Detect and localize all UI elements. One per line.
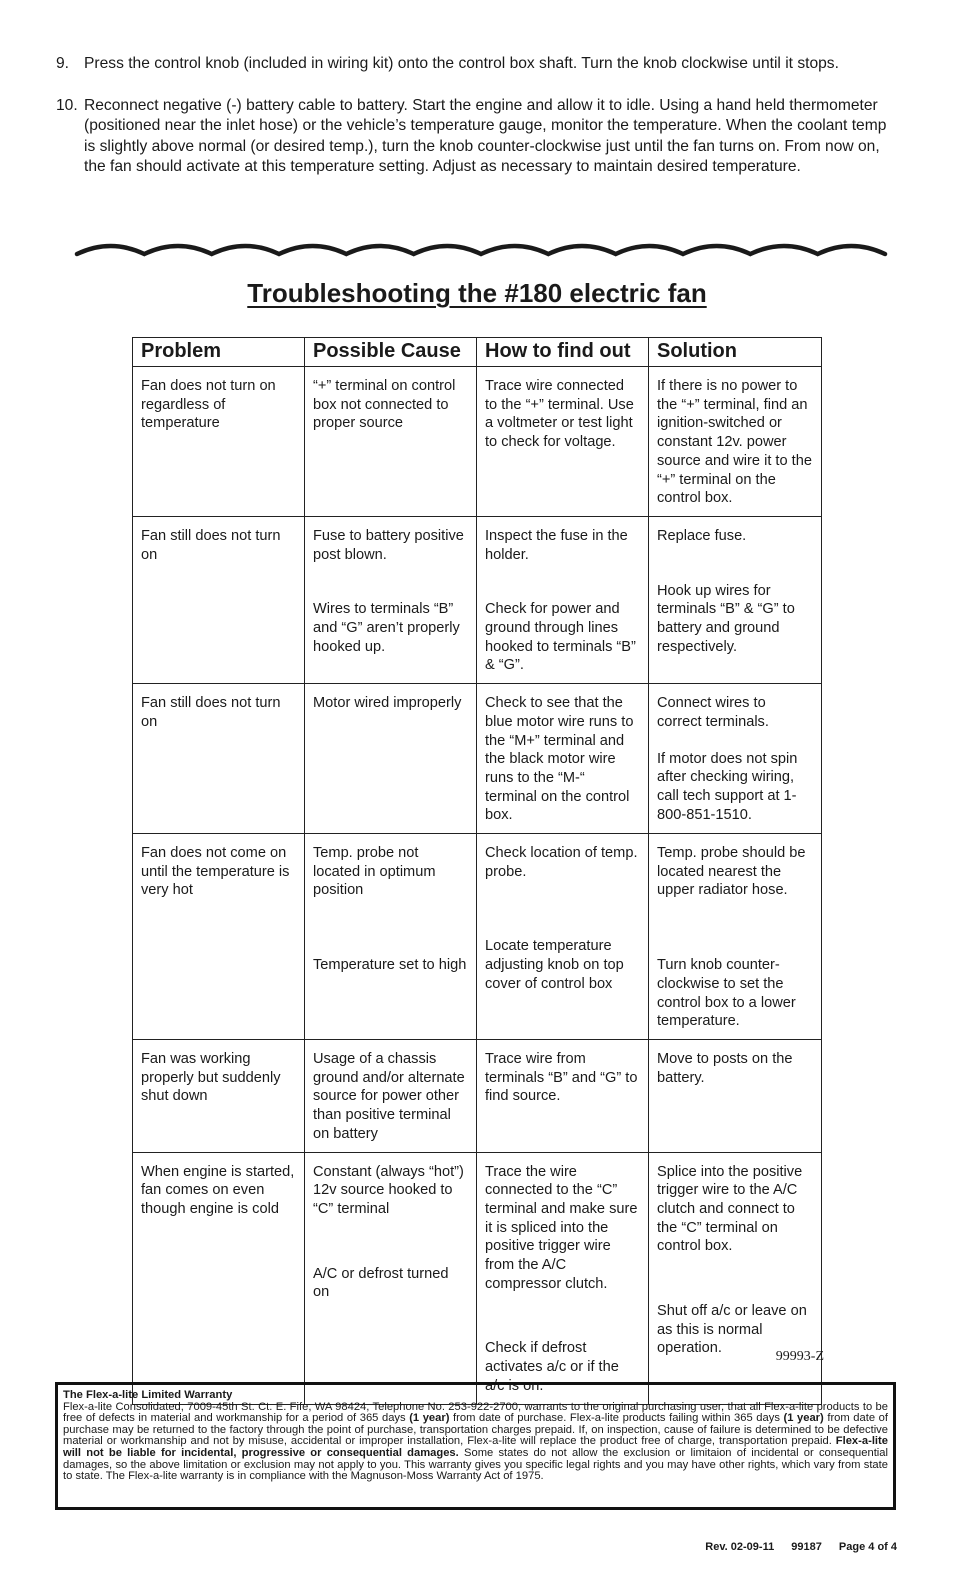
document-code: 99993-Z [775, 1349, 824, 1364]
warranty-text [63, 1402, 888, 1483]
table-row [133, 1152, 822, 1404]
step-number: 10. [56, 96, 78, 114]
warranty-bold-term: (1 year) [783, 1412, 824, 1425]
cell-paragraph: Constant (always “hot”) 12v source hooked to “C” terminal [313, 1163, 464, 1217]
cell-paragraph: Inspect the fuse in the holder. [485, 527, 628, 563]
cause-cell [305, 1039, 477, 1152]
solution-cell [649, 367, 822, 517]
cell-paragraph: Fuse to battery positive post blown. [313, 527, 464, 563]
cause-cell [305, 684, 477, 834]
step-number: 9. [56, 55, 70, 72]
find-out-cell [477, 1152, 649, 1404]
cell-paragraph: If there is no power to the “+” terminal, find an ignition-switched or constant 12v. power source and wire it to the “+” terminal on the control box. [657, 378, 812, 507]
problem-cell [133, 516, 305, 683]
column-header-solution: Solution [649, 338, 822, 367]
problem-cell [133, 367, 305, 517]
cell-paragraph: Fan was working properly but suddenly shut down [141, 1050, 281, 1105]
table-row [133, 1039, 822, 1152]
table-row [133, 516, 822, 683]
cell-paragraph: Check if defrost activates a/c or if the a/c is on. [485, 1340, 619, 1394]
cell-paragraph: Check location of temp. probe. [485, 845, 638, 880]
warranty-bold-term: (1 year) [409, 1412, 450, 1425]
solution-cell [649, 834, 822, 1040]
cell-paragraph: Temperature set to high [313, 957, 467, 974]
table-row [133, 367, 822, 517]
table-row [133, 684, 822, 834]
cell-paragraph: Temp. probe not located in optimum position [313, 845, 436, 899]
cell-paragraph: Move to posts on the battery. [657, 1050, 793, 1086]
warranty-title: The Flex-a-lite Limited Warranty [63, 1389, 233, 1401]
column-header-possible-cause: Possible Cause [305, 338, 477, 367]
cell-paragraph: Temp. probe should be located nearest the upper radiator hose. [657, 845, 806, 899]
problem-cell [133, 1152, 305, 1404]
instruction-steps [56, 54, 896, 199]
column-header-problem: Problem [133, 338, 305, 367]
cell-paragraph: Fan still does not turn on [141, 527, 281, 563]
find-out-cell [477, 684, 649, 834]
find-out-cell [477, 367, 649, 517]
step-9 [56, 54, 896, 75]
cell-paragraph: Motor wired improperly [313, 695, 462, 712]
cell-paragraph: “+” terminal on control box not connected to proper source [313, 378, 456, 432]
warranty-text-part: from date of purchase may be returned to the factory through the point of purchase, transportation charges prepaid. If, on inspection, cause of failure is determined to be defective material or workmanship and not by misuse, accidental or improper installation, Flex-a-lite will replace the product free of charge, transportation prepaid. [63, 1412, 888, 1448]
cell-paragraph: Check for power and ground through lines hooked to terminals “B” & “G”. [485, 601, 636, 674]
warranty-liability-notice: Flex-a-lite will not be liable for incidental, progressive or consequential damages. [63, 1435, 888, 1459]
cell-paragraph: When engine is started, fan comes on even though engine is cold [141, 1163, 295, 1217]
solution-cell [649, 516, 822, 683]
cell-paragraph: Wires to terminals “B” and “G” aren’t properly hooked up. [313, 601, 460, 655]
wavy-divider [74, 236, 888, 268]
cell-paragraph: Trace wire connected to the “+” terminal. Use a voltmeter or test light to check for voltage. [485, 378, 634, 451]
cell-paragraph: Turn knob counter-clockwise to set the control box to a lower temperature. [657, 957, 796, 1030]
cause-cell [305, 367, 477, 517]
cause-cell [305, 1152, 477, 1404]
page-title: Troubleshooting the #180 electric fan [247, 278, 707, 308]
warranty-text-part: from date of purchase. Flex-a-lite products failing within 365 days [449, 1412, 784, 1425]
find-out-cell [477, 516, 649, 683]
cell-paragraph: Replace fuse. [657, 527, 747, 544]
cell-paragraph: Check to see that the blue motor wire runs to the “M+” terminal and the black motor wire runs to the “M-“ terminal on the control box. [485, 695, 634, 824]
find-out-cell [477, 834, 649, 1040]
part-number: 99187 [791, 1541, 822, 1553]
solution-cell [649, 1152, 822, 1404]
problem-cell [133, 834, 305, 1040]
solution-cell [649, 684, 822, 834]
cell-paragraph: Connect wires to correct terminals. [657, 695, 769, 730]
step-text: Press the control knob (included in wiring kit) onto the control box shaft. Turn the knob clockwise until it stops. [84, 55, 839, 72]
revision-date: Rev. 02-09-11 [705, 1541, 775, 1553]
cell-paragraph: Fan does not come on until the temperature is very hot [141, 845, 290, 899]
step-10 [56, 96, 896, 178]
cell-paragraph: If motor does not spin after checking wiring, call tech support at 1-800-851-1510. [657, 750, 798, 823]
cause-cell [305, 516, 477, 683]
cell-paragraph: Trace wire from terminals “B” and “G” to find source. [485, 1050, 638, 1105]
cell-paragraph: Splice into the positive trigger wire to the A/C clutch and connect to the “C” terminal on control box. [657, 1163, 803, 1255]
warranty-text-part: Some states do not allow the exclusion or limitaion of incidental or consequential damages, so the above limitation or exclusion may not apply to you. This warranty gives you specific legal rights and you may have other rights, which vary from state to state. The Flex-a-lite warranty is in compliance with the Magnuson-Moss Warranty Act of 1975. [63, 1446, 889, 1483]
table-row [133, 834, 822, 1040]
cell-paragraph: A/C or defrost turned on [313, 1265, 449, 1301]
cell-paragraph: Shut off a/c or leave on as this is normal operation. [657, 1303, 807, 1357]
problem-cell [133, 684, 305, 834]
cell-paragraph: Fan does not turn on regardless of temperature [141, 378, 276, 432]
warranty-text-part: Flex-a-lite Consolidated, 7009-45th St. Ct. E. Fife, WA 98424, Telephone No. 253-922-2700, warrants to the original purchasing user, that all Flex-a-lite products to be free of defects in material and workmanship for a period of 365 days [63, 1400, 888, 1425]
step-text: Reconnect negative (-) battery cable to battery. Start the engine and allow it to idle. Using a hand held thermometer (positioned near the inlet hose) or the vehicle’s temperature gauge, monitor the temperature. When the coolant temp is slightly above normal (or desired temp.), turn the knob counter-clockwise just until the fan turns on. From now on, the fan should activate at this temperature setting. Adjust as necessary to maintain desired temperature. [84, 96, 887, 175]
page-number: Page 4 of 4 [838, 1541, 897, 1553]
problem-cell [133, 1039, 305, 1152]
warranty-box [55, 1382, 896, 1510]
cause-cell [305, 834, 477, 1040]
cell-paragraph: Locate temperature adjusting knob on top cover of control box [485, 938, 624, 992]
cell-paragraph: Hook up wires for terminals “B” & “G” to battery and ground respectively. [657, 582, 795, 655]
page-footer [691, 1541, 897, 1553]
cell-paragraph: Trace the wire connected to the “C” terminal and make sure it is spliced into the positive trigger wire from the A/C compressor clutch. [485, 1163, 638, 1292]
find-out-cell [477, 1039, 649, 1152]
solution-cell [649, 1039, 822, 1152]
troubleshooting-table [132, 337, 822, 1405]
table-header-row [133, 338, 822, 367]
cell-paragraph: Usage of a chassis ground and/or alternate source for power other than positive terminal on battery [313, 1050, 465, 1142]
column-header-how-to-find-out: How to find out [477, 338, 649, 367]
cell-paragraph: Fan still does not turn on [141, 695, 281, 730]
